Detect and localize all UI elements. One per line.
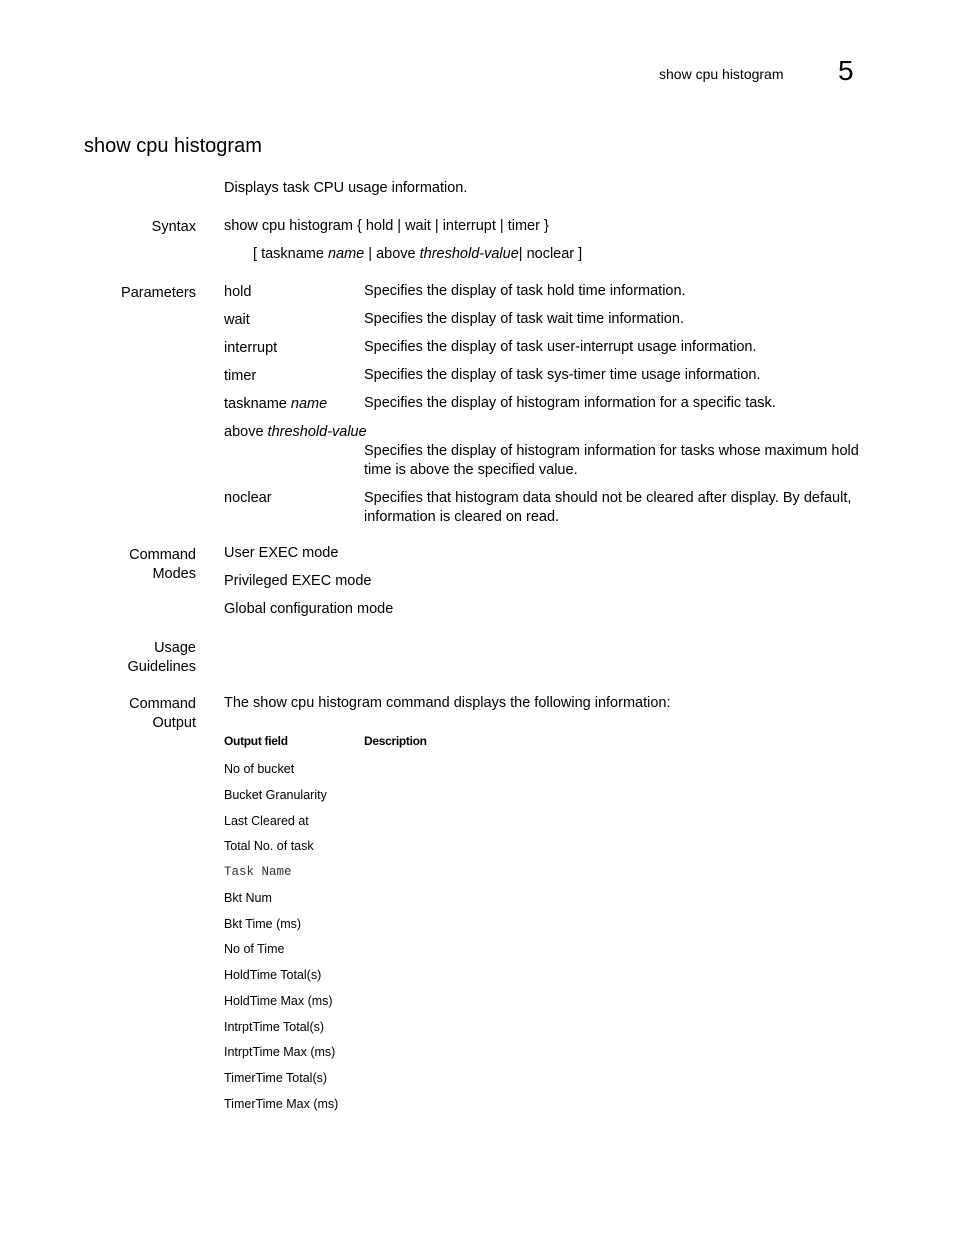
syntax-name: name [327,246,365,262]
label-command-modes-line2: Modes [152,566,196,582]
command-mode-1: User EXEC mode [224,545,339,561]
table-row: HoldTime Max (ms) [224,994,333,1008]
table-row: No of Time [224,942,285,956]
syntax-bracket-close: ] [574,246,583,262]
syntax-line-1: show cpu histogram { hold | wait | interrupt | timer } [224,218,549,234]
label-parameters: Parameters [121,285,196,301]
label-command-output [129,695,196,733]
table-row: Bkt Time (ms) [224,917,302,931]
param-desc-hold: Specifies the display of task hold time information. [364,283,686,299]
table-row: TimerTime Max (ms) [224,1097,339,1111]
param-name-above [224,424,367,440]
param-desc-wait: Specifies the display of task wait time information. [364,311,684,327]
label-output-line2: Output [152,715,196,731]
label-syntax: Syntax [151,219,196,235]
table-header-description: Description [364,734,427,748]
intro-text: Displays task CPU usage information. [224,180,468,196]
label-usage-guidelines [127,639,196,677]
param-name-noclear: noclear [224,490,272,506]
param-desc-interrupt: Specifies the display of task user-interrupt usage information. [364,339,757,355]
label-command-modes [129,546,196,584]
table-header-output-field: Output field [224,734,288,748]
running-header-title: show cpu histogram [659,66,784,82]
syntax-noclear: noclear [526,246,575,262]
param-above-arg: threshold-value [267,424,367,440]
param-desc-noclear: Specifies that histogram data should not be cleared after display. By default, information is cleared on read. [364,490,852,525]
syntax-line-2 [253,246,582,262]
table-row: IntrptTime Max (ms) [224,1045,336,1059]
param-taskname-arg: name [290,396,328,412]
param-name-taskname [224,396,327,412]
param-taskname-keyword: taskname [224,396,287,412]
output-intro-post: command displays the following information: [381,695,671,711]
table-row: Bucket Granularity [224,788,327,802]
param-desc-taskname: Specifies the display of histogram information for a specific task. [364,395,776,411]
syntax-above: above [376,246,416,262]
table-row: TimerTime Total(s) [224,1071,328,1085]
table-row: Bkt Num [224,891,272,905]
output-intro-command: show cpu histogram [253,695,382,711]
param-name-hold: hold [224,284,252,300]
command-mode-3: Global configuration mode [224,601,394,617]
syntax-taskname: taskname [261,246,324,262]
chapter-number: 5 [838,55,854,86]
syntax-sep-1: | [364,246,377,262]
label-usage-line1: Usage [154,640,196,656]
param-name-timer: timer [224,368,257,384]
label-usage-line2: Guidelines [127,659,196,675]
param-name-wait: wait [224,312,250,328]
label-command-modes-line1: Command [129,547,196,563]
command-mode-2: Privileged EXEC mode [224,573,372,589]
table-row: HoldTime Total(s) [224,968,322,982]
param-desc-above: Specifies the display of histogram information for tasks whose maximum hold time is above the specified value. [364,443,859,478]
param-desc-timer: Specifies the display of task sys-timer time usage information. [364,367,761,383]
output-intro-pre: The [224,695,254,711]
table-row: Last Cleared at [224,814,309,828]
param-above-keyword: above [224,424,264,440]
param-name-interrupt: interrupt [224,340,278,356]
syntax-bracket-open: [ [253,246,262,262]
syntax-sep-2: | [518,246,527,262]
page-title: show cpu histogram [84,135,262,157]
table-row: Total No. of task [224,839,314,853]
output-intro [224,695,671,711]
table-row: IntrptTime Total(s) [224,1020,325,1034]
label-output-line1: Command [129,696,196,712]
table-row: Task Name [224,865,292,879]
syntax-threshold: threshold-value [419,246,519,262]
table-row: No of bucket [224,762,295,776]
